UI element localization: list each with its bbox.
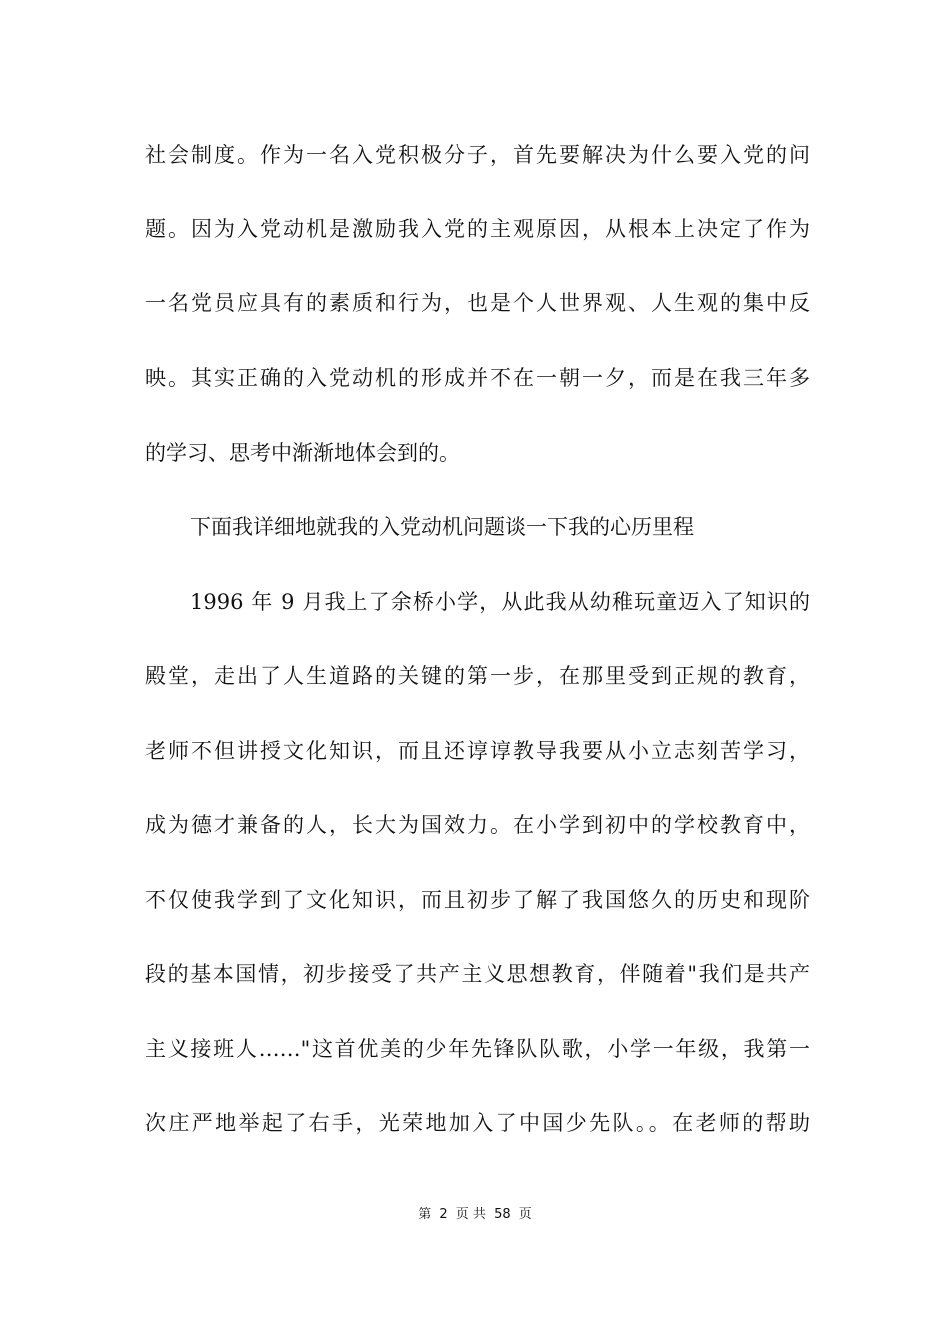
text-line: 1996 年 9 月我上了余桥小学，从此我从幼稚玩童迈入了知识的 — [190, 590, 810, 614]
text-line: 下面我详细地就我的入党动机问题谈一下我的心历里程 — [190, 515, 694, 539]
footer-middle: 页 共 — [455, 1207, 486, 1222]
text-line: 不仅使我学到了文化知识，而且初步了解了我国悠久的历史和现阶 — [145, 888, 810, 912]
text-line: 成为德才兼备的人，长大为国效力。在小学到初中的学校教育中， — [145, 813, 810, 837]
footer-total-pages: 58 — [494, 1207, 511, 1222]
text-line: 题。因为入党动机是激励我入党的主观原因，从根本上决定了作为 — [145, 217, 810, 241]
text-line: 映。其实正确的入党动机的形成并不在一朝一夕，而是在我三年多 — [145, 366, 810, 390]
text-line: 一名党员应具有的素质和行为，也是个人世界观、人生观的集中反 — [145, 291, 810, 315]
text-line: 的学习、思考中渐渐地体会到的。 — [145, 441, 460, 465]
text-line: 段的基本国情，初步接受了共产主义思想教育，伴随着"我们是共产 — [145, 962, 810, 986]
footer-prefix: 第 — [418, 1207, 432, 1222]
text-line: 老师不但讲授文化知识，而且还谆谆教导我要从小立志刻苦学习， — [145, 739, 810, 763]
text-line: 主义接班人……"这首优美的少年先锋队队歌，小学一年级，我第一 — [145, 1037, 810, 1061]
text-line: 殿堂，走出了人生道路的关键的第一步，在那里受到正规的教育， — [145, 664, 810, 688]
page-footer — [0, 1206, 950, 1224]
footer-page-number: 2 — [439, 1207, 448, 1222]
text-line: 社会制度。作为一名入党积极分子，首先要解决为什么要入党的问 — [145, 143, 810, 167]
text-line: 次庄严地举起了右手，光荣地加入了中国少先队。。在老师的帮助 — [145, 1111, 810, 1135]
footer-suffix: 页 — [518, 1207, 532, 1222]
